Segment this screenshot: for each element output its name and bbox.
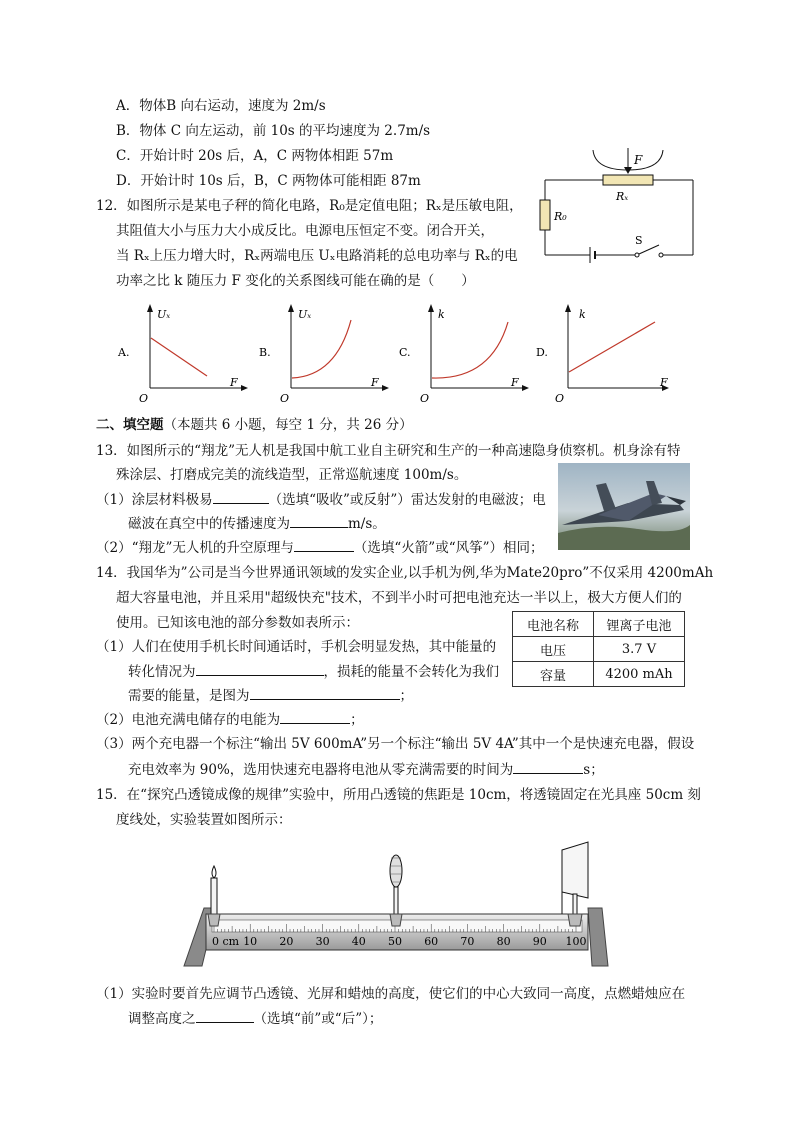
svg-text:F: F: [371, 376, 379, 389]
svg-text:k: k: [579, 308, 586, 321]
ruler-label: 20: [279, 935, 294, 948]
section-2-title: 二、填空题: [96, 417, 164, 433]
q14-line-3: 使用。已知该电池的部分参数如表所示：: [116, 615, 359, 631]
rx-resistor: [603, 175, 653, 185]
candle: [208, 866, 220, 926]
rx-label: Rₓ: [616, 190, 629, 203]
q13-line-2: 殊涂层、打磨成完美的流线造型，正常巡航速度 100m/s。: [116, 467, 468, 483]
graph-a-curve: [151, 338, 207, 376]
convex-lens: [390, 855, 402, 926]
q15-blank-1[interactable]: [196, 1009, 254, 1023]
table-row: 电池名称 锂离子电池: [513, 612, 685, 637]
ruler-label: 50: [388, 935, 402, 948]
ruler-label: 0 cm: [212, 935, 240, 948]
switch-label: S: [635, 234, 643, 247]
ruler-label: 10: [243, 935, 258, 948]
q15-line-2: 度线处，实验装置如图所示：: [116, 812, 292, 828]
q13-part-2: （2）“翔龙”无人机的升空原理与 （选填“火箭”或“风筝”）相同；: [96, 540, 544, 556]
q12-circuit-diagram: [535, 140, 705, 270]
q11-option-b: B．物体 C 向左运动，前 10s 的平均速度为 2.7m/s: [116, 123, 431, 139]
table-row: 电压 3.7 V: [513, 637, 685, 662]
svg-text:O: O: [420, 392, 430, 405]
q14-blank-3[interactable]: [280, 710, 350, 724]
svg-text:F: F: [230, 376, 238, 389]
battery-spec-table: [512, 611, 685, 687]
q11-option-d: D．开始计时 10s 后，B，C 两物体可能相距 87m: [116, 173, 421, 189]
q14-part-2: （2）电池充满电储存的电能为 ；: [96, 712, 364, 728]
q13-part-1-cont: 磁波在真空中的传播速度为 m/s。: [128, 516, 386, 532]
q12-graph-b: [256, 300, 391, 405]
ruler-label: 40: [351, 935, 366, 948]
drone-image: [558, 463, 690, 550]
graph-c-curve: [432, 322, 508, 378]
q12-line-1: 12．如图所示是某电子秤的简化电路，R₀是定值电阻；Rₓ是压敏电阻，: [96, 198, 523, 214]
ruler-label: 30: [315, 935, 330, 948]
q12-graph-d: [533, 300, 673, 405]
svg-text:A.: A.: [118, 346, 130, 359]
q15-part-1: （1）实验时要首先应调节凸透镜、光屏和蜡烛的高度，使它们的中心大致同一高度，点燃蜡烛应在: [96, 986, 686, 1002]
q14-blank-4[interactable]: [513, 760, 583, 774]
ruler-label: 100: [565, 935, 587, 948]
section-2-desc: （本题共 6 小题，每空 1 分，共 26 分）: [163, 417, 413, 433]
svg-text:Uₓ: Uₓ: [157, 308, 171, 321]
q14-part-1: （1）人们在使用手机长时间通话时，手机会明显发热，其中能量的: [96, 639, 497, 655]
svg-text:O: O: [555, 392, 565, 405]
light-screen: [562, 842, 588, 926]
q15-line-1: 15．在“探究凸透镜成像的规律”实验中，所用凸透镜的焦距是 10cm，将透镜固定在光具座 50cm 刻: [96, 787, 701, 803]
q12-line-2: 其阻值大小与压力大小成反比。电源电压恒定不变。闭合开关，: [116, 223, 494, 239]
q14-line-1: 14．我国华为”公司是当今世界通讯领域的发实企业,以手机为例,华为Mate20pro”不仅采用 4200mAh: [96, 565, 714, 581]
q13-blank-1[interactable]: [213, 490, 269, 504]
q12-graph-c: [396, 300, 531, 405]
q12-line-4: 功率之比 k 随压力 F 变化的关系图线可能在确的是（ ）: [116, 273, 475, 289]
section-2-heading: [96, 416, 413, 434]
table-row: 容量 4200 mAh: [513, 662, 685, 687]
ruler-label: 90: [532, 935, 547, 948]
q12-line-3: 当 Rₓ上压力增大时，Rₓ两端电压 Uₓ电路消耗的总电功率与 Rₓ的电: [116, 248, 518, 264]
graph-b-curve: [292, 320, 351, 378]
q14-part-1-line-3: 需要的能量，是图为 ；: [128, 688, 413, 704]
svg-text:D.: D.: [536, 346, 548, 359]
svg-text:F: F: [511, 376, 519, 389]
q14-line-2: 超大容量电池，并且采用"超级快充"技术，不到半小时可把电池充达一半以上，极大方便人们的: [116, 590, 682, 606]
svg-text:O: O: [280, 392, 290, 405]
svg-text:O: O: [139, 392, 149, 405]
graph-d-curve: [569, 322, 655, 372]
svg-text:C.: C.: [399, 346, 411, 359]
q11-option-a: A．物体B 向右运动，速度为 2m/s: [116, 98, 326, 114]
svg-text:F: F: [660, 376, 668, 389]
q13-blank-3[interactable]: [294, 538, 354, 552]
q12-graph-a: [115, 300, 250, 405]
q14-blank-2[interactable]: [250, 686, 400, 700]
q13-blank-2[interactable]: [290, 514, 348, 528]
q14-part-3-line-2: 充电效率为 90%，选用快速充电器将电池从零充满需要的时间为 s；: [128, 762, 604, 778]
q15-part-1-line-2: 调整高度之 （选填“前”或“后”）；: [128, 1011, 383, 1027]
bench-leg-right: [588, 908, 608, 966]
q14-part-1-line-2: 转化情况为 ，损耗的能量不会转化为我们: [128, 664, 499, 680]
optical-bench-diagram: [178, 838, 614, 970]
ruler-label: 70: [460, 935, 475, 948]
ruler-label: 80: [496, 935, 511, 948]
svg-text:k: k: [438, 308, 445, 321]
q14-part-3: （3）两个充电器一个标注“输出 5V 600mA”另一个标注“输出 5V 4A”其中一个是快速充电器，假设: [96, 736, 695, 752]
ruler-label: 60: [424, 935, 439, 948]
r0-label: R₀: [554, 210, 567, 223]
svg-text:Uₓ: Uₓ: [298, 308, 312, 321]
svg-text:B.: B.: [259, 346, 271, 359]
q14-blank-1[interactable]: [196, 662, 324, 676]
q13-line-1: 13．如图所示的“翔龙”无人机是我国中航工业自主研究和生产的一种高速隐身侦察机。机身涂有特: [96, 443, 681, 459]
force-label: F: [634, 153, 643, 167]
q11-option-c: C．开始计时 20s 后，A，C 两物体相距 57m: [116, 148, 394, 164]
r0-resistor: [540, 200, 550, 230]
q13-part-1: （1）涂层材料极易 （选填“吸收”或反射”）雷达发射的电磁波；电: [96, 492, 546, 508]
